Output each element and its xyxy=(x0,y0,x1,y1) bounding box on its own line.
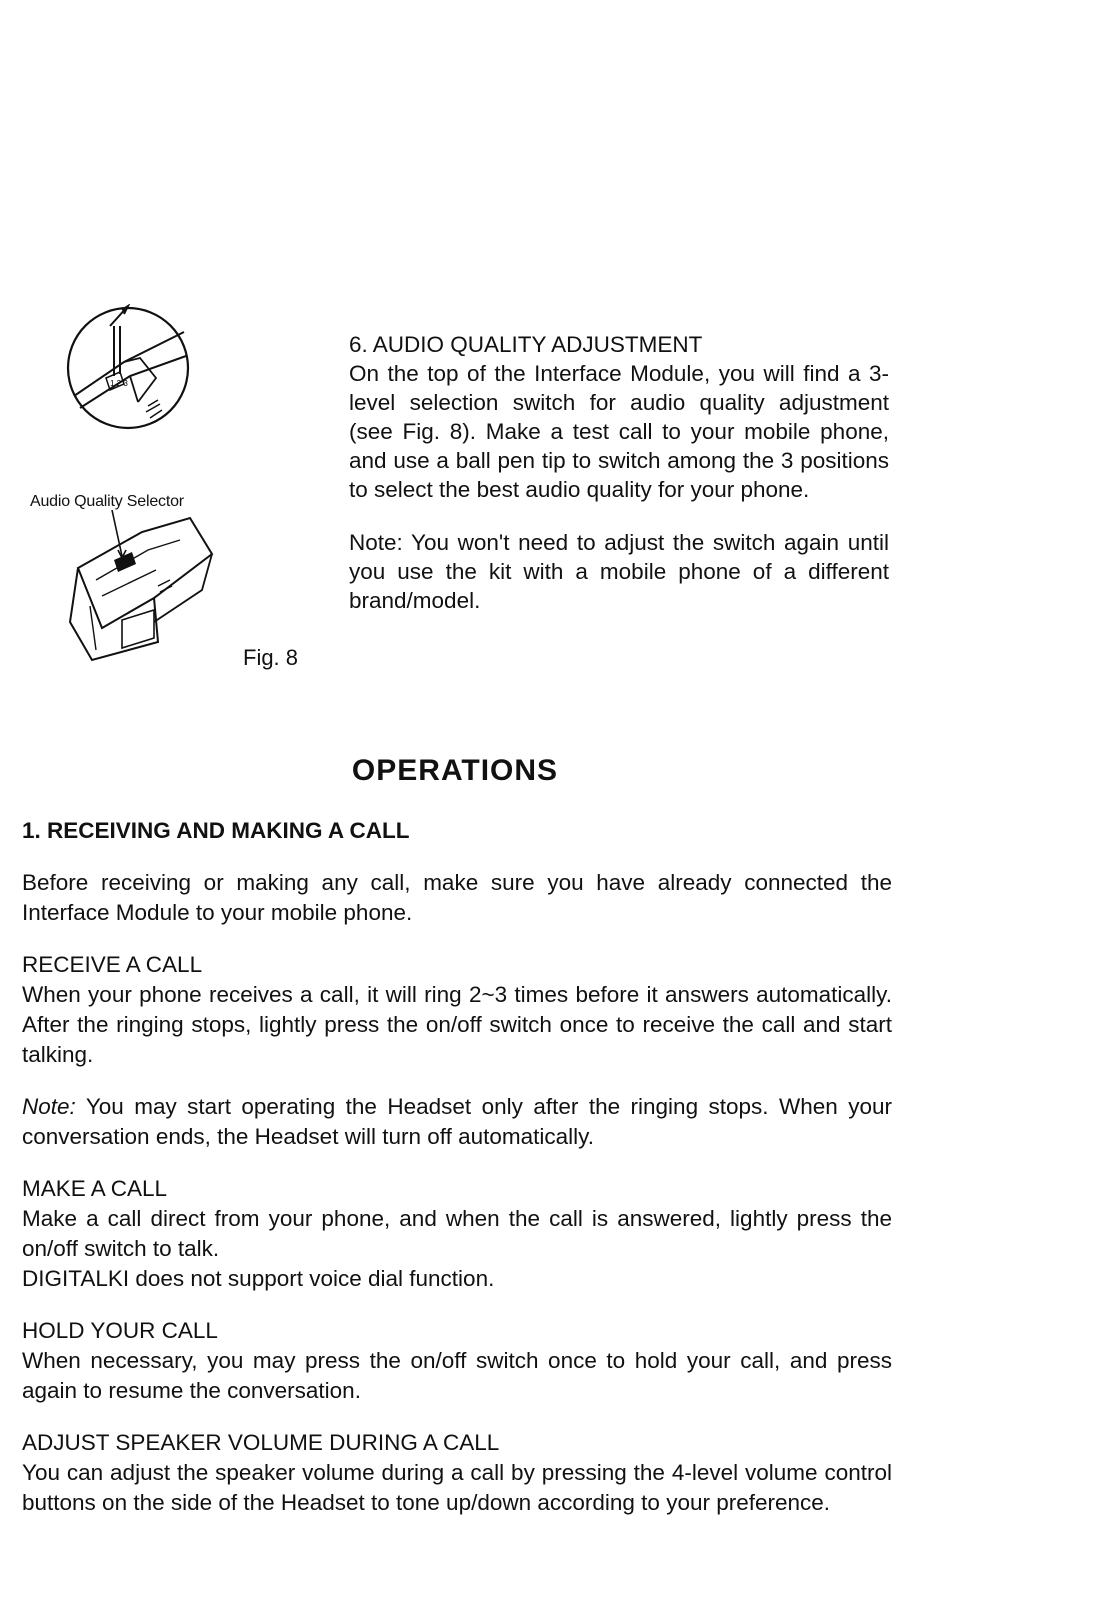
note-paragraph xyxy=(22,1092,892,1152)
audio-quality-section xyxy=(349,330,889,615)
receive-call-block xyxy=(22,950,892,1070)
interface-module-top-illustration xyxy=(66,304,196,432)
make-call-extra: DIGITALKI does not support voice dial function. xyxy=(22,1266,495,1291)
section-heading: 6. AUDIO QUALITY ADJUSTMENT xyxy=(349,332,703,357)
svg-text:1 2 3: 1 2 3 xyxy=(110,379,128,388)
hold-call-title: HOLD YOUR CALL xyxy=(22,1318,218,1343)
volume-title: ADJUST SPEAKER VOLUME DURING A CALL xyxy=(22,1430,500,1455)
interface-module-illustration xyxy=(62,510,222,670)
note-block xyxy=(22,1092,892,1152)
section-note: Note: You won't need to adjust the switch again until you use the kit with a mobile phone of a different brand/model. xyxy=(349,530,889,613)
note-body: You may start operating the Headset only after the ringing stops. When your conversation ends, the Headset will turn off automatically. xyxy=(22,1094,892,1149)
audio-quality-selector-label: Audio Quality Selector xyxy=(30,493,184,510)
volume-body: You can adjust the speaker volume during a call by pressing the 4-level volume control buttons on the side of the Headset to tone up/down according to your preference. xyxy=(22,1460,892,1515)
intro-block xyxy=(22,868,892,928)
note-label: Note: xyxy=(22,1094,76,1119)
hold-call-body: When necessary, you may press the on/off switch once to hold your call, and press again to resume the conversation. xyxy=(22,1348,892,1403)
make-call-title: MAKE A CALL xyxy=(22,1176,168,1201)
section-body: On the top of the Interface Module, you will find a 3-level selection switch for audio quality adjustment (see Fig. 8). Make a test call to your mobile phone, and use a ball pen tip to switch among the 3 positions to select the best audio quality for your phone. xyxy=(349,361,889,502)
make-call-block xyxy=(22,1174,892,1294)
figure-caption: Fig. 8 xyxy=(243,645,299,670)
operations-title: OPERATIONS xyxy=(351,754,559,787)
make-call-body: Make a call direct from your phone, and when the call is answered, lightly press the on/off switch to talk. xyxy=(22,1206,892,1261)
receive-call-title: RECEIVE A CALL xyxy=(22,952,203,977)
operations-content xyxy=(22,816,892,1540)
receiving-making-heading: 1. RECEIVING AND MAKING A CALL xyxy=(22,818,410,843)
receive-call-body: When your phone receives a call, it will ring 2~3 times before it answers automatically. After the ringing stops, lightly press the on/off switch once to receive the call and start talking. xyxy=(22,982,892,1067)
intro-text: Before receiving or making any call, make sure you have already connected the Interface Module to your mobile phone. xyxy=(22,870,892,925)
volume-block xyxy=(22,1428,892,1518)
hold-call-block xyxy=(22,1316,892,1406)
